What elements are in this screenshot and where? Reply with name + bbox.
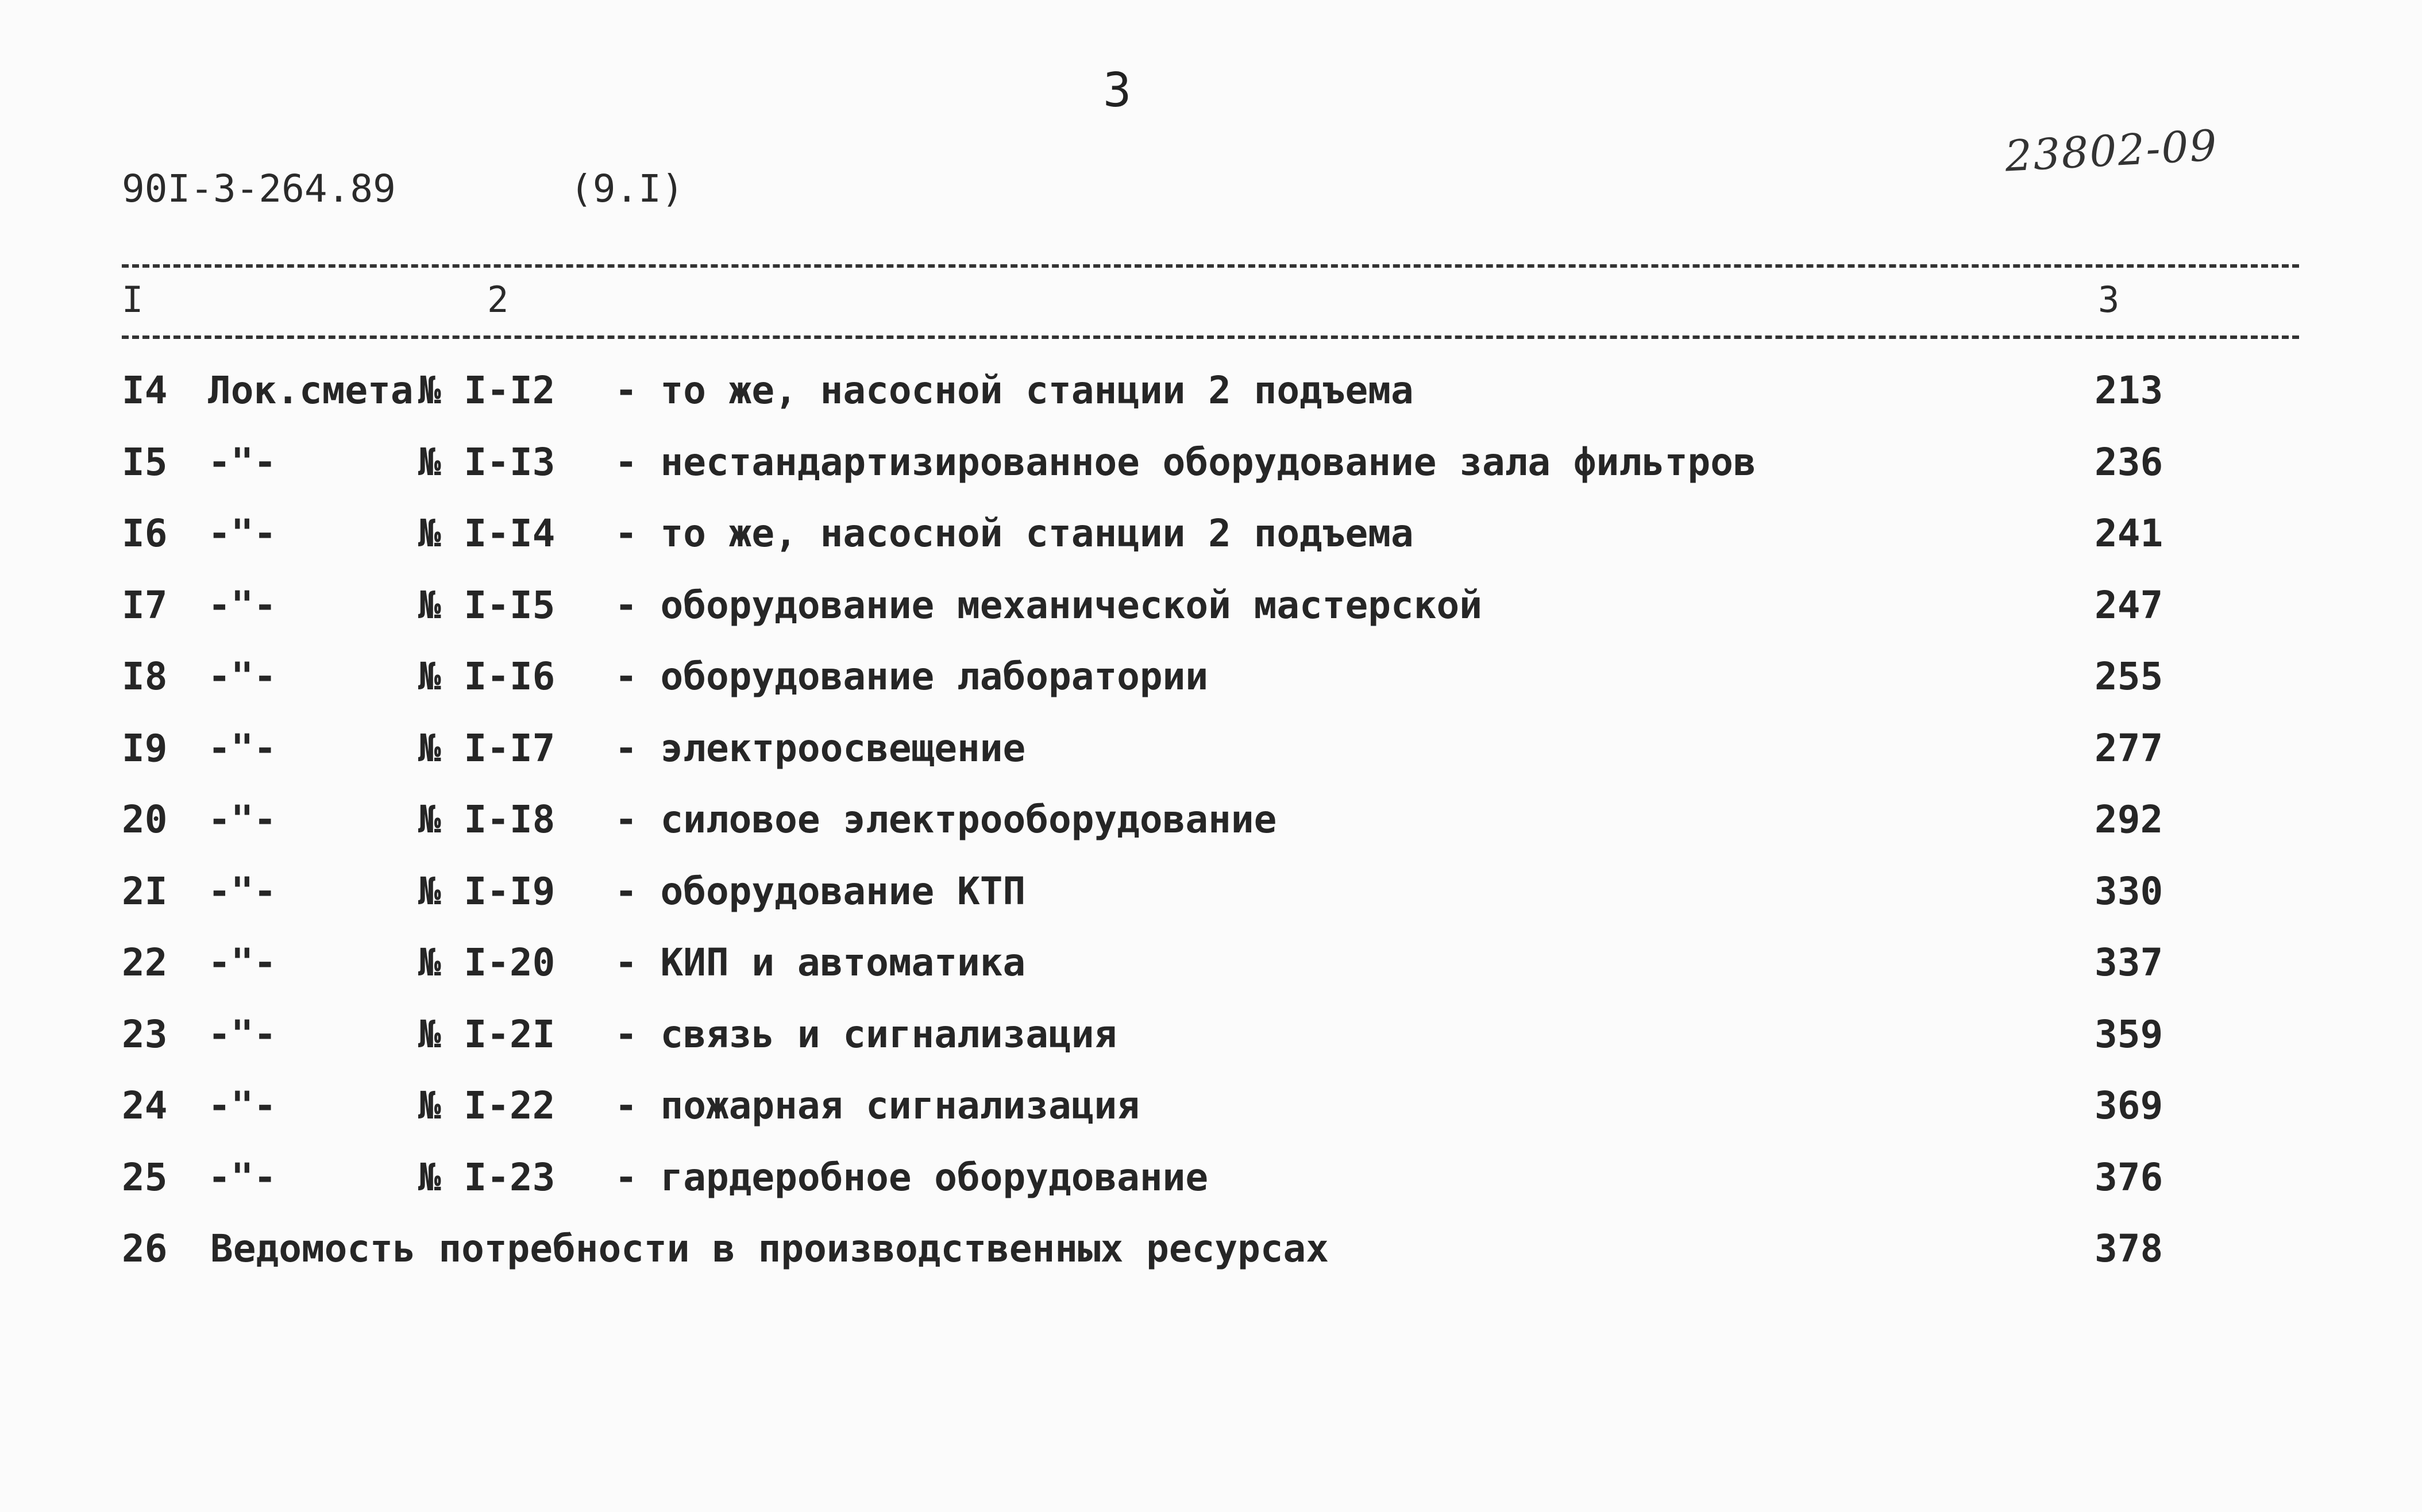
item-page: 213 [2095,368,2163,412]
item-kind: -"- [208,869,277,913]
item-description: - силовое электрооборудование [615,797,1277,842]
column-header-2: 2 [487,279,509,321]
list-item [0,434,2422,506]
item-description: - КИП и автоматика [615,940,1026,985]
list-item [0,863,2422,935]
item-kind: -"- [208,726,277,770]
list-item [0,720,2422,792]
item-page: 378 [2095,1226,2163,1271]
item-description: - оборудование КТП [615,869,1026,913]
list-item [0,362,2422,434]
item-code: № I-I5 [418,583,556,627]
item-number: 26 [122,1226,168,1271]
item-page: 236 [2095,439,2163,484]
item-kind: -"- [208,1155,277,1199]
contents-list [0,362,2422,1292]
doc-section: (9.I) [570,167,684,211]
item-kind: -"- [208,1083,277,1128]
item-page: 330 [2095,869,2163,913]
item-description: - гардеробное оборудование [615,1155,1209,1199]
item-kind: -"- [208,511,277,556]
item-code: № I-I7 [418,726,556,770]
item-description: - нестандартизированное оборудование зала фильтров [615,439,1756,484]
item-number: 25 [122,1155,168,1199]
item-number: I9 [122,726,168,770]
list-item [0,648,2422,720]
item-number: 20 [122,797,168,842]
list-item [0,1077,2422,1149]
item-code: № I-22 [418,1083,556,1128]
item-number: I5 [122,439,168,484]
item-code: № I-I4 [418,511,556,556]
item-description: - пожарная сигнализация [615,1083,1140,1128]
item-number: 22 [122,940,168,985]
item-kind: -"- [208,1012,277,1056]
dashed-divider-header [122,335,2299,339]
item-page: 255 [2095,654,2163,699]
item-kind: Лок.смета [208,368,414,412]
list-item [0,577,2422,649]
item-number: I7 [122,583,168,627]
item-code: № I-I3 [418,439,556,484]
item-kind: -"- [208,940,277,985]
item-kind: -"- [208,583,277,627]
column-header-3: 3 [2098,279,2120,321]
item-page: 376 [2095,1155,2163,1199]
item-kind: -"- [208,654,277,699]
item-page: 241 [2095,511,2163,556]
list-item [0,791,2422,863]
item-number: I4 [122,368,168,412]
column-header-1: I [122,279,144,321]
item-page: 369 [2095,1083,2163,1128]
list-item [0,1149,2422,1221]
item-code: № I-20 [418,940,556,985]
item-kind: -"- [208,797,277,842]
item-number: 2I [122,869,168,913]
dashed-divider-top [122,264,2299,268]
item-number: 23 [122,1012,168,1056]
item-kind: -"- [208,439,277,484]
item-number: 24 [122,1083,168,1128]
item-number: I6 [122,511,168,556]
item-description: - оборудование механической мастерской [615,583,1482,627]
item-description: - связь и сигнализация [615,1012,1117,1056]
item-page: 359 [2095,1012,2163,1056]
item-code: № I-23 [418,1155,556,1199]
item-description: - электроосвещение [615,726,1026,770]
item-page: 337 [2095,940,2163,985]
item-description: Ведомость потребности в производственных ресурсах [210,1226,1329,1271]
doc-code: 90I-3-264.89 [122,167,396,211]
archive-number: 23802-09 [2004,121,2219,182]
list-item [0,505,2422,577]
item-code: № I-I8 [418,797,556,842]
item-description: - то же, насосной станции 2 подъема [615,511,1414,556]
item-page: 277 [2095,726,2163,770]
page-number: 3 [1103,63,1132,118]
item-code: № I-2I [418,1012,556,1056]
list-item-final [0,1220,2422,1292]
list-item [0,1006,2422,1078]
item-number: I8 [122,654,168,699]
list-item [0,934,2422,1006]
item-page: 247 [2095,583,2163,627]
item-description: - оборудование лаборатории [615,654,1209,699]
item-page: 292 [2095,797,2163,842]
item-description: - то же, насосной станции 2 подъема [615,368,1414,412]
item-code: № I-I9 [418,869,556,913]
item-code: № I-I6 [418,654,556,699]
item-code: № I-I2 [418,368,556,412]
